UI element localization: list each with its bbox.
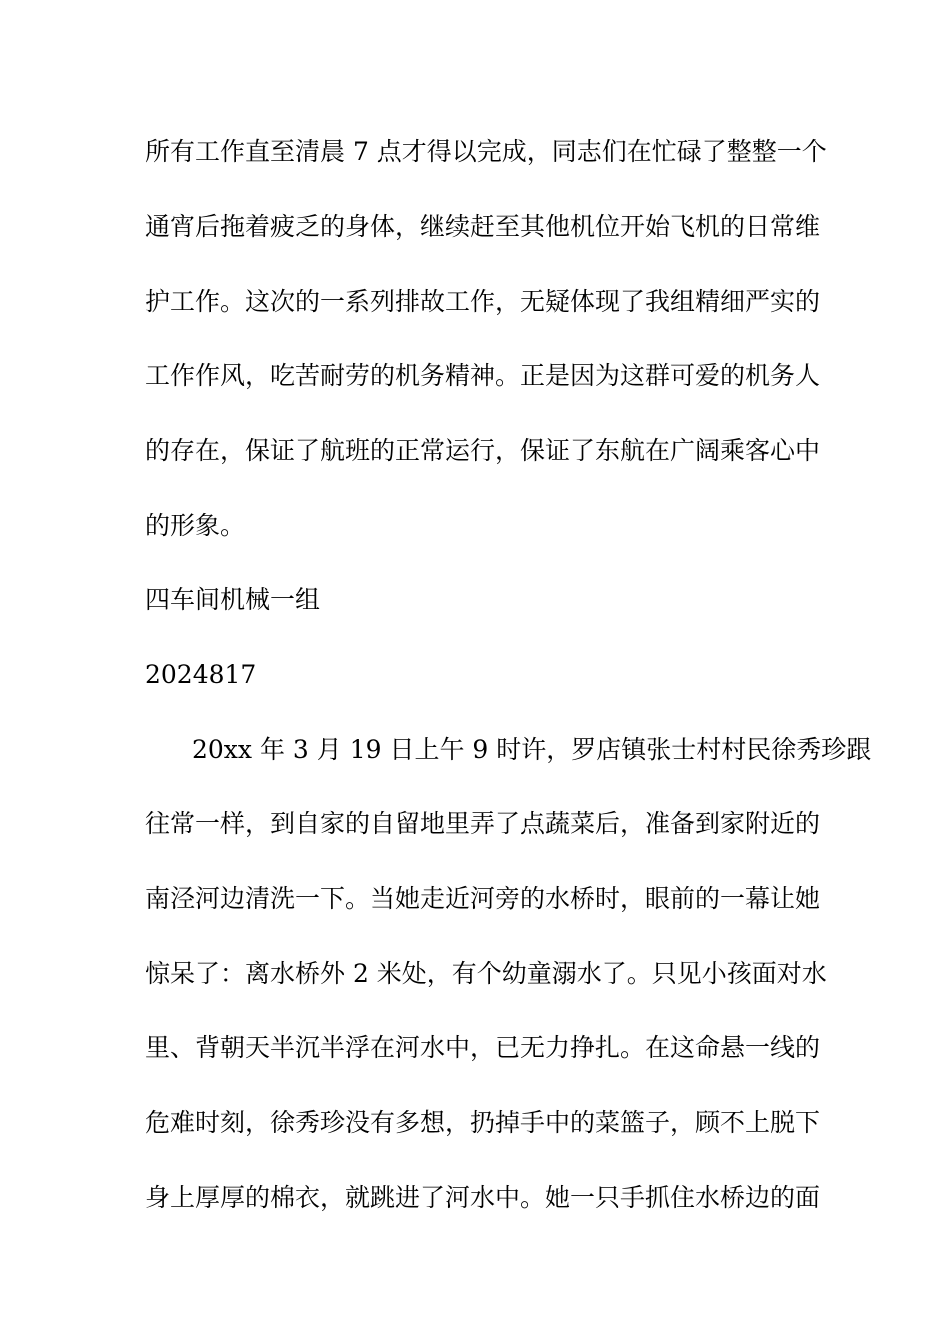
paragraph-2-line-3: 南泾河边清洗一下。当她走近河旁的水桥时，眼前的一幕让她: [145, 884, 821, 913]
paragraph-2-line-5: 里、背朝天半沉半浮在河水中，已无力挣扎。在这命悬一线的: [145, 1033, 821, 1062]
paragraph-2-line-2: 往常一样，到自家的自留地里弄了点蔬菜后，准备到家附近的: [145, 809, 821, 838]
paragraph-1-line-6: 的形象。: [145, 511, 246, 540]
signature-date: 2024817: [145, 660, 257, 689]
signature-org: 四车间机械一组: [145, 585, 321, 614]
paragraph-1-line-4: 工作作风，吃苦耐劳的机务精神。正是因为这群可爱的机务人: [145, 361, 821, 390]
paragraph-2-line-7: 身上厚厚的棉衣，就跳进了河水中。她一只手抓住水桥边的面: [145, 1183, 821, 1212]
paragraph-1-line-2: 通宵后拖着疲乏的身体，继续赶至其他机位开始飞机的日常维: [145, 212, 821, 241]
paragraph-1-line-5: 的存在，保证了航班的正常运行，保证了东航在广阔乘客心中: [145, 436, 821, 465]
paragraph-2-line-4: 惊呆了：离水桥外 2 米处，有个幼童溺水了。只见小孩面对水: [145, 959, 827, 988]
paragraph-1-line-3: 护工作。这次的一系列排故工作，无疑体现了我组精细严实的: [145, 287, 821, 316]
paragraph-2-line-1: 20xx 年 3 月 19 日上午 9 时许，罗店镇张士村村民徐秀珍跟: [192, 735, 872, 764]
paragraph-2-line-6: 危难时刻，徐秀珍没有多想，扔掉手中的菜篮子，顾不上脱下: [145, 1108, 821, 1137]
paragraph-1-line-1: 所有工作直至清晨 7 点才得以完成，同志们在忙碌了整整一个: [145, 137, 827, 166]
